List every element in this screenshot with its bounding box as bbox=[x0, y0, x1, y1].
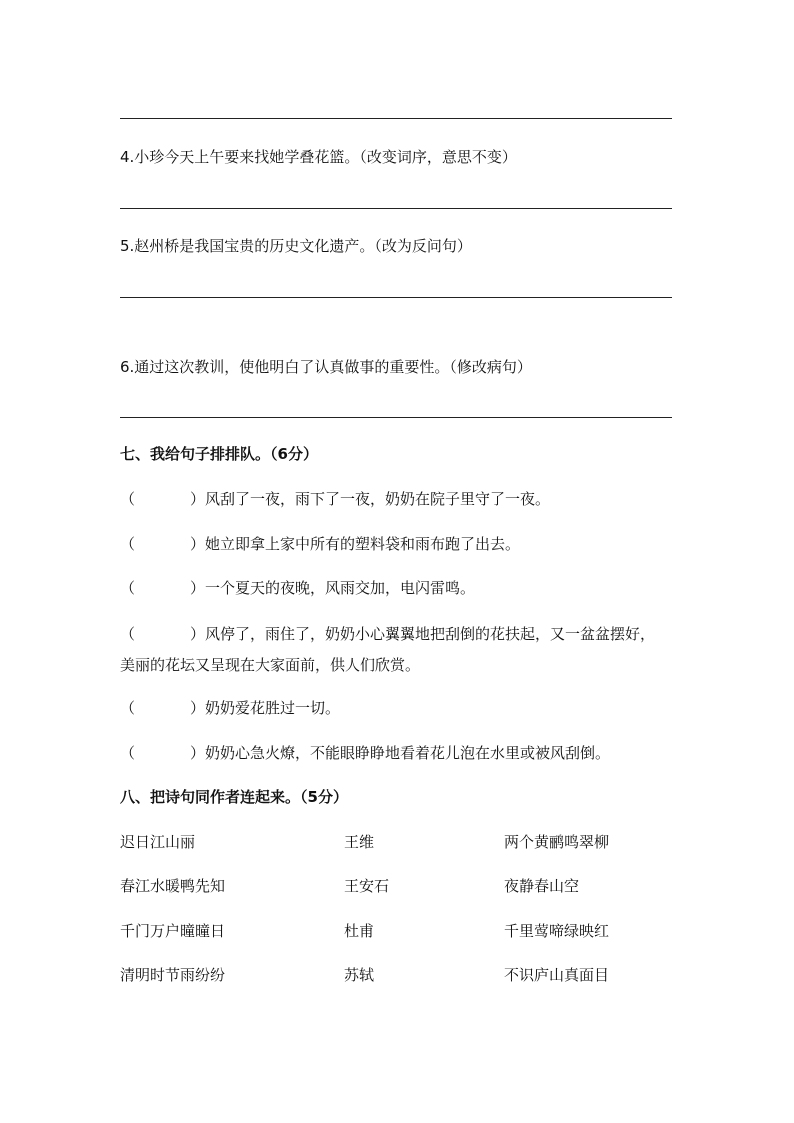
poem-line: 千门万户曈曈日 bbox=[120, 922, 226, 940]
blank-open-paren: （ bbox=[120, 744, 136, 762]
blank-open-paren: （ bbox=[120, 625, 136, 643]
poem-line: 两个黄鹂鸣翠柳 bbox=[504, 833, 610, 851]
ordering-item bbox=[120, 578, 475, 598]
ordering-item bbox=[120, 743, 610, 763]
answer-line bbox=[120, 417, 672, 418]
ordering-item-text: 一个夏天的夜晚，风雨交加，电闪雷鸣。 bbox=[205, 579, 476, 597]
ordering-item bbox=[120, 698, 340, 718]
section7-heading: 七、我给句子排排队。（6分） bbox=[120, 445, 318, 463]
answer-line bbox=[120, 208, 672, 209]
section8-heading: 八、把诗句同作者连起来。（5分） bbox=[120, 788, 348, 806]
poem-line: 不识庐山真面目 bbox=[504, 966, 610, 984]
matching-row bbox=[0, 876, 794, 896]
poem-line: 夜静春山空 bbox=[504, 877, 580, 895]
poem-line: 千里莺啼绿映红 bbox=[504, 922, 610, 940]
ordering-item bbox=[120, 489, 550, 509]
matching-row bbox=[0, 832, 794, 852]
answer-line bbox=[120, 118, 672, 119]
ordering-item-text: 她立即拿上家中所有的塑料袋和雨布跑了出去。 bbox=[205, 535, 521, 553]
poet-name: 王安石 bbox=[344, 877, 390, 895]
blank-close-paren: ） bbox=[190, 535, 206, 553]
poem-line: 迟日江山丽 bbox=[120, 833, 196, 851]
blank-open-paren: （ bbox=[120, 535, 136, 553]
blank-open-paren: （ bbox=[120, 699, 136, 717]
question-4: 4.小珍今天上午要来找她学叠花篮。（改变词序，意思不变） bbox=[120, 148, 517, 166]
poet-name: 杜甫 bbox=[344, 922, 375, 940]
answer-line bbox=[120, 297, 672, 298]
ordering-item-text: 奶奶心急火燎，不能眼睁睁地看着花儿泡在水里或被风刮倒。 bbox=[205, 744, 611, 762]
question-6: 6.通过这次教训，使他明白了认真做事的重要性。（修改病句） bbox=[120, 358, 532, 376]
blank-close-paren: ） bbox=[190, 744, 206, 762]
ordering-item-text: 奶奶爱花胜过一切。 bbox=[205, 699, 341, 717]
question-5: 5.赵州桥是我国宝贵的历史文化遗产。（改为反问句） bbox=[120, 237, 472, 255]
poet-name: 王维 bbox=[344, 833, 375, 851]
poet-name: 苏轼 bbox=[344, 966, 375, 984]
ordering-item bbox=[120, 534, 520, 554]
ordering-item-continuation: 美丽的花坛又呈现在大家面前，供人们欣赏。 bbox=[120, 656, 421, 674]
blank-open-paren: （ bbox=[120, 579, 136, 597]
ordering-item-text: 风停了，雨住了，奶奶小心翼翼地把刮倒的花扶起，又一盆盆摆好， bbox=[205, 625, 656, 643]
blank-close-paren: ） bbox=[190, 625, 206, 643]
blank-close-paren: ） bbox=[190, 699, 206, 717]
poem-line: 春江水暖鸭先知 bbox=[120, 877, 226, 895]
matching-row bbox=[0, 965, 794, 985]
blank-close-paren: ） bbox=[190, 490, 206, 508]
matching-row bbox=[0, 921, 794, 941]
poem-line: 清明时节雨纷纷 bbox=[120, 966, 226, 984]
ordering-item-text: 风刮了一夜，雨下了一夜，奶奶在院子里守了一夜。 bbox=[205, 490, 551, 508]
ordering-item bbox=[120, 624, 655, 644]
blank-close-paren: ） bbox=[190, 579, 206, 597]
blank-open-paren: （ bbox=[120, 490, 136, 508]
